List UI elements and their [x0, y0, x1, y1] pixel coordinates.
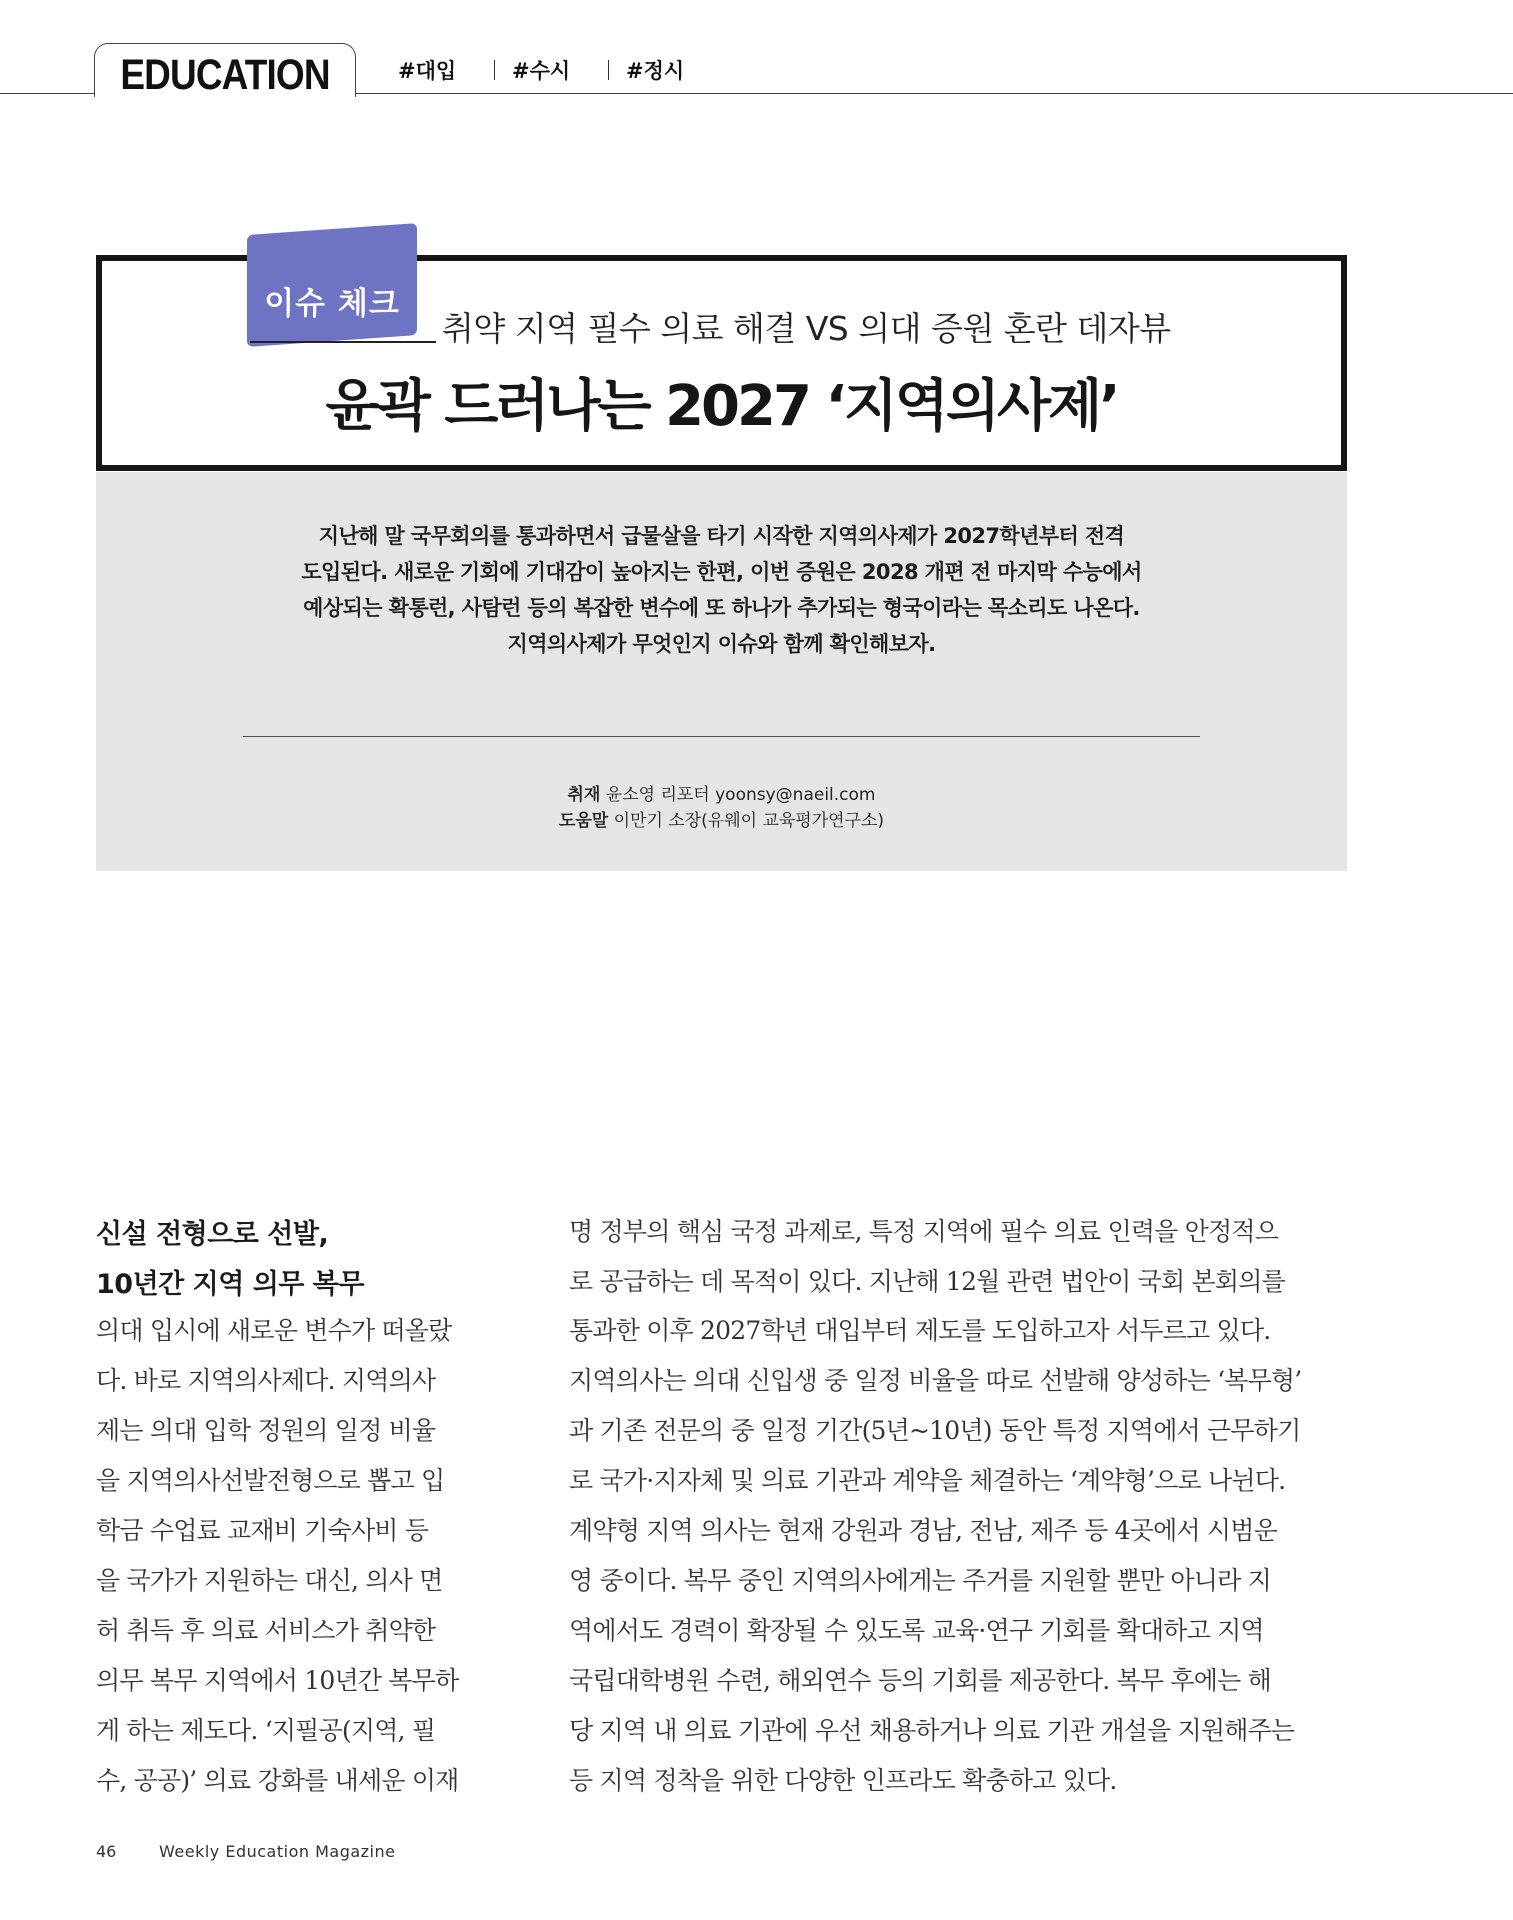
section-heading: 신설 전형으로 선발, [96, 1219, 329, 1250]
lead-line: 예상되는 확통런, 사탐런 등의 복잡한 변수에 또 하나가 추가되는 형국이라는 목소리도 나온다. [303, 596, 1140, 620]
body-line: 지역의사는 의대 신입생 중 일정 비율을 따로 선발해 양성하는 ‘복무형’ [569, 1366, 1302, 1395]
issue-badge-label: 이슈 체크 [264, 286, 400, 322]
credit-text: 윤소영 리포터 yoonsy@naeil.com [605, 785, 876, 805]
body-line: 과 기존 전문의 중 일정 기간(5년~10년) 동안 특정 지역에서 근무하기 [569, 1416, 1301, 1445]
body-line: 게 하는 제도다. ‘지필공(지역, 필 [96, 1716, 436, 1745]
body-line: 등 지역 정착을 위한 다양한 인프라도 확충하고 있다. [569, 1766, 1117, 1795]
lead-line: 도입된다. 새로운 기회에 기대감이 높아지는 한편, 이번 증원은 2028 개편 전 마지막 수능에서 [301, 560, 1142, 584]
credit-label: 도움말 [558, 811, 609, 831]
credit-advisor [96, 806, 1347, 831]
body-line: 로 국가·지자체 및 의료 기관과 계약을 체결하는 ‘계약형’으로 나뉜다. [569, 1466, 1286, 1495]
body-line: 명 정부의 핵심 국정 과제로, 특정 지역에 필수 의료 인력을 안정적으 [569, 1217, 1279, 1246]
lead-line: 지난해 말 국무회의를 통과하면서 급물살을 타기 시작한 지역의사제가 2027학년부터 전격 [318, 524, 1125, 548]
tag-regular-admission[interactable]: #정시 [626, 59, 685, 83]
body-line: 당 지역 내 의료 기관에 우선 채용하거나 의료 기관 개설을 지원해주는 [569, 1716, 1295, 1745]
tag-separator [608, 60, 609, 80]
body-line: 학금 수업료 교재비 기숙사비 등 [96, 1516, 429, 1545]
article-subtitle: 취약 지역 필수 의료 해결 VS 의대 증원 혼란 데자뷰 [442, 309, 1171, 348]
body-line: 수, 공공)’ 의료 강화를 내세운 이재 [96, 1766, 459, 1795]
body-line: 허 취득 후 의료 서비스가 취약한 [96, 1616, 436, 1645]
body-line: 계약형 지역 의사는 현재 강원과 경남, 전남, 제주 등 4곳에서 시범운 [569, 1516, 1277, 1545]
body-line: 영 중이다. 복무 중인 지역의사에게는 주거를 지원할 뿐만 아니라 지 [569, 1566, 1271, 1595]
tag-separator [494, 60, 495, 80]
section-tab [94, 43, 356, 97]
lead-line: 지역의사제가 무엇인지 이슈와 함께 확인해보자. [507, 632, 936, 656]
body-line: 국립대학병원 수련, 해외연수 등의 기회를 제공한다. 복무 후에는 해 [569, 1666, 1271, 1695]
body-line: 제는 의대 입학 정원의 일정 비율 [96, 1416, 436, 1445]
body-line: 을 국가가 지원하는 대신, 의사 면 [96, 1566, 443, 1595]
section-heading: 10년간 지역 의무 복무 [96, 1269, 364, 1300]
body-line: 의무 복무 지역에서 10년간 복무하 [96, 1666, 459, 1695]
section-label: EDUCATION [120, 51, 330, 99]
body-line: 로 공급하는 데 목적이 있다. 지난해 12월 관련 법안이 국회 본회의를 [569, 1267, 1285, 1296]
lead-divider [243, 736, 1200, 737]
body-line: 역에서도 경력이 확장될 수 있도록 교육·연구 기회를 확대하고 지역 [569, 1616, 1264, 1645]
tag-early-admission[interactable]: #수시 [512, 59, 571, 83]
body-line: 을 지역의사선발전형으로 뽑고 입 [96, 1466, 445, 1495]
badge-underline [250, 341, 436, 343]
body-line: 다. 바로 지역의사제다. 지역의사 [96, 1366, 436, 1395]
body-line: 의대 입시에 새로운 변수가 떠올랐 [96, 1316, 452, 1345]
page-number: 46 [96, 1842, 117, 1861]
article-title: 윤곽 드러나는 2027 ‘지역의사제’ [325, 374, 1118, 439]
credit-label: 취재 [567, 785, 601, 805]
credit-reporter [96, 780, 1347, 805]
tag-admission[interactable]: #대입 [398, 59, 457, 83]
body-line: 통과한 이후 2027학년 대입부터 제도를 도입하고자 서두르고 있다. [569, 1316, 1271, 1345]
credit-text: 이만기 소장(유웨이 교육평가연구소) [613, 811, 885, 831]
magazine-name: Weekly Education Magazine [159, 1842, 396, 1861]
